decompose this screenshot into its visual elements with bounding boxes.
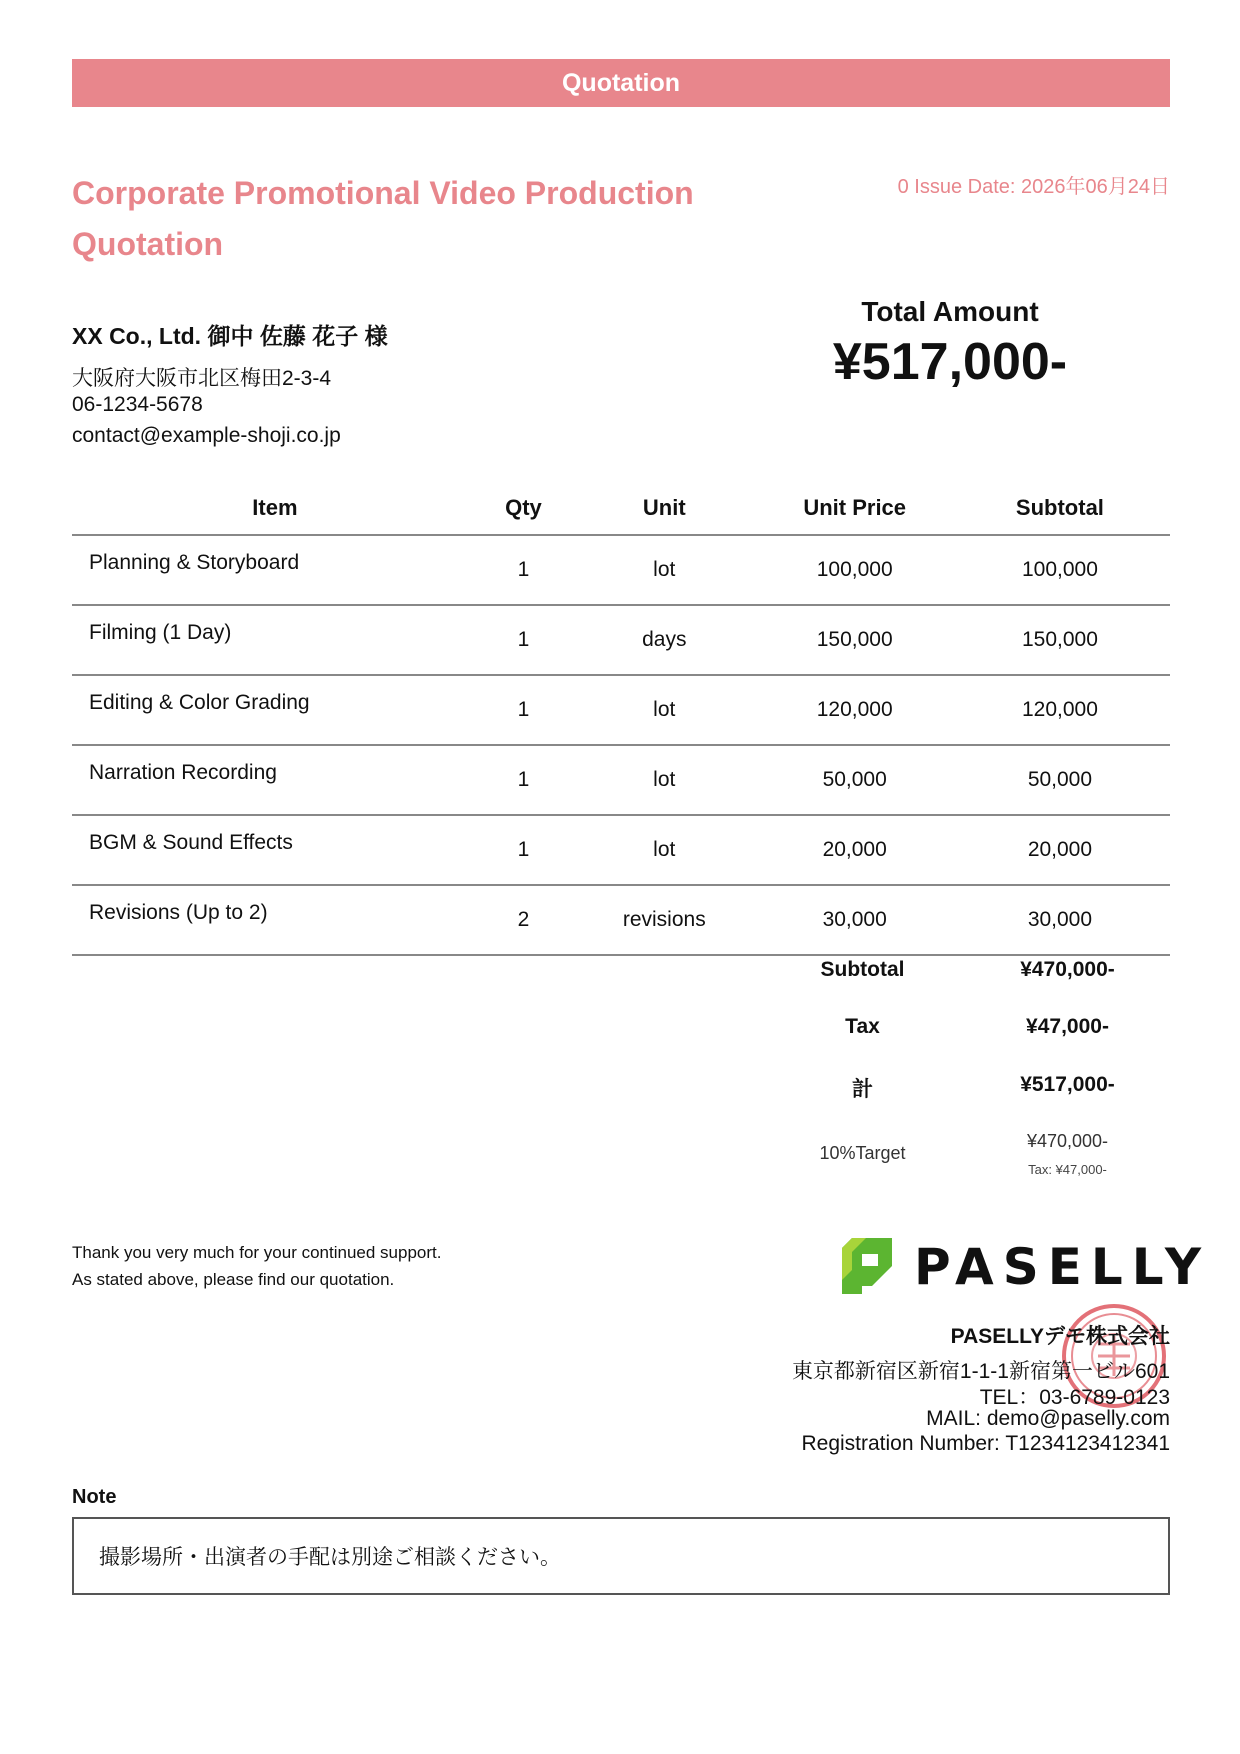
cell-unit: lot xyxy=(569,675,759,745)
paselly-logo-wordmark: PASELLY xyxy=(914,1238,1211,1296)
cell-unit: revisions xyxy=(569,885,759,955)
column-header-qty: Qty xyxy=(478,482,569,535)
total-amount-value: ¥517,000- xyxy=(832,333,1068,391)
cell-unit: lot xyxy=(569,815,759,885)
client-phone: 06-1234-5678 xyxy=(72,393,203,416)
cell-unit: lot xyxy=(569,535,759,605)
column-header-subtotal: Subtotal xyxy=(950,482,1170,535)
grand-total-value: ¥517,000- xyxy=(1020,1073,1115,1096)
company-name: PASELLYデモ株式会社 xyxy=(950,1325,1170,1348)
cell-item: Narration Recording xyxy=(72,745,478,815)
cell-item: Filming (1 Day) xyxy=(72,605,478,675)
table-row xyxy=(72,605,1170,675)
note-text: 撮影場所・出演者の手配は別途ご相談ください。 xyxy=(99,1546,561,1569)
cell-qty: 1 xyxy=(478,675,569,745)
cell-item: Editing & Color Grading xyxy=(72,675,478,745)
cell-unit-price: 120,000 xyxy=(760,675,950,745)
column-header-unit: Unit xyxy=(569,482,759,535)
company-mail: MAIL: demo@paselly.com xyxy=(926,1407,1170,1430)
table-header-row xyxy=(72,482,1170,535)
thanks-line-2: As stated above, please find our quotation. xyxy=(72,1270,395,1289)
cell-item: Planning & Storyboard xyxy=(72,535,478,605)
cell-qty: 1 xyxy=(478,535,569,605)
cell-unit-price: 150,000 xyxy=(760,605,950,675)
table-row xyxy=(72,675,1170,745)
document-banner xyxy=(72,59,1170,107)
note-box xyxy=(72,1517,1170,1595)
cell-unit-price: 30,000 xyxy=(760,885,950,955)
table-row xyxy=(72,885,1170,955)
company-registration: Registration Number: T1234123412341 xyxy=(801,1432,1170,1455)
tax-target-tax: Tax: ¥47,000- xyxy=(1028,1162,1107,1177)
cell-unit: lot xyxy=(569,745,759,815)
cell-subtotal: 50,000 xyxy=(950,745,1170,815)
company-address: 東京都新宿区新宿1-1-1新宿第一ビル601 xyxy=(791,1360,1170,1383)
issue-date: 0 Issue Date: 2026年06月24日 xyxy=(897,176,1170,198)
cell-item: BGM & Sound Effects xyxy=(72,815,478,885)
tax-label: Tax xyxy=(845,1015,880,1038)
thanks-line-1: Thank you very much for your continued support. xyxy=(72,1243,442,1262)
cell-unit: days xyxy=(569,605,759,675)
cell-unit-price: 100,000 xyxy=(760,535,950,605)
cell-subtotal: 20,000 xyxy=(950,815,1170,885)
tax-target-label: 10%Target xyxy=(819,1143,906,1163)
cell-qty: 1 xyxy=(478,815,569,885)
note-label: Note xyxy=(72,1486,117,1508)
line-items-table xyxy=(72,482,1170,956)
cell-subtotal: 150,000 xyxy=(950,605,1170,675)
cell-qty: 2 xyxy=(478,885,569,955)
cell-unit-price: 20,000 xyxy=(760,815,950,885)
table-row xyxy=(72,535,1170,605)
paselly-logo-icon xyxy=(838,1234,896,1294)
subtotal-label: Subtotal xyxy=(820,958,905,981)
cell-subtotal: 30,000 xyxy=(950,885,1170,955)
cell-qty: 1 xyxy=(478,745,569,815)
cell-subtotal: 120,000 xyxy=(950,675,1170,745)
cell-unit-price: 50,000 xyxy=(760,745,950,815)
cell-item: Revisions (Up to 2) xyxy=(72,885,478,955)
table-row xyxy=(72,745,1170,815)
column-header-unit-price: Unit Price xyxy=(760,482,950,535)
client-email: contact@example-shoji.co.jp xyxy=(72,424,341,447)
total-amount-label: Total Amount xyxy=(861,296,1039,327)
cell-qty: 1 xyxy=(478,605,569,675)
grand-total-label: 計 xyxy=(852,1078,873,1101)
table-row xyxy=(72,815,1170,885)
quotation-title: Corporate Promotional Video Production Quotation xyxy=(72,175,694,262)
column-header-item: Item xyxy=(72,482,478,535)
client-name: XX Co., Ltd. 御中 佐藤 花子 様 xyxy=(72,323,388,349)
client-address: 大阪府大阪市北区梅田2-3-4 xyxy=(72,367,332,390)
company-tel: TEL：03-6789-0123 xyxy=(979,1386,1170,1409)
cell-subtotal: 100,000 xyxy=(950,535,1170,605)
subtotal-value: ¥470,000- xyxy=(1020,958,1115,981)
tax-target-value: ¥470,000- xyxy=(1026,1131,1109,1151)
banner-title: Quotation xyxy=(561,68,681,97)
tax-value: ¥47,000- xyxy=(1026,1015,1109,1038)
